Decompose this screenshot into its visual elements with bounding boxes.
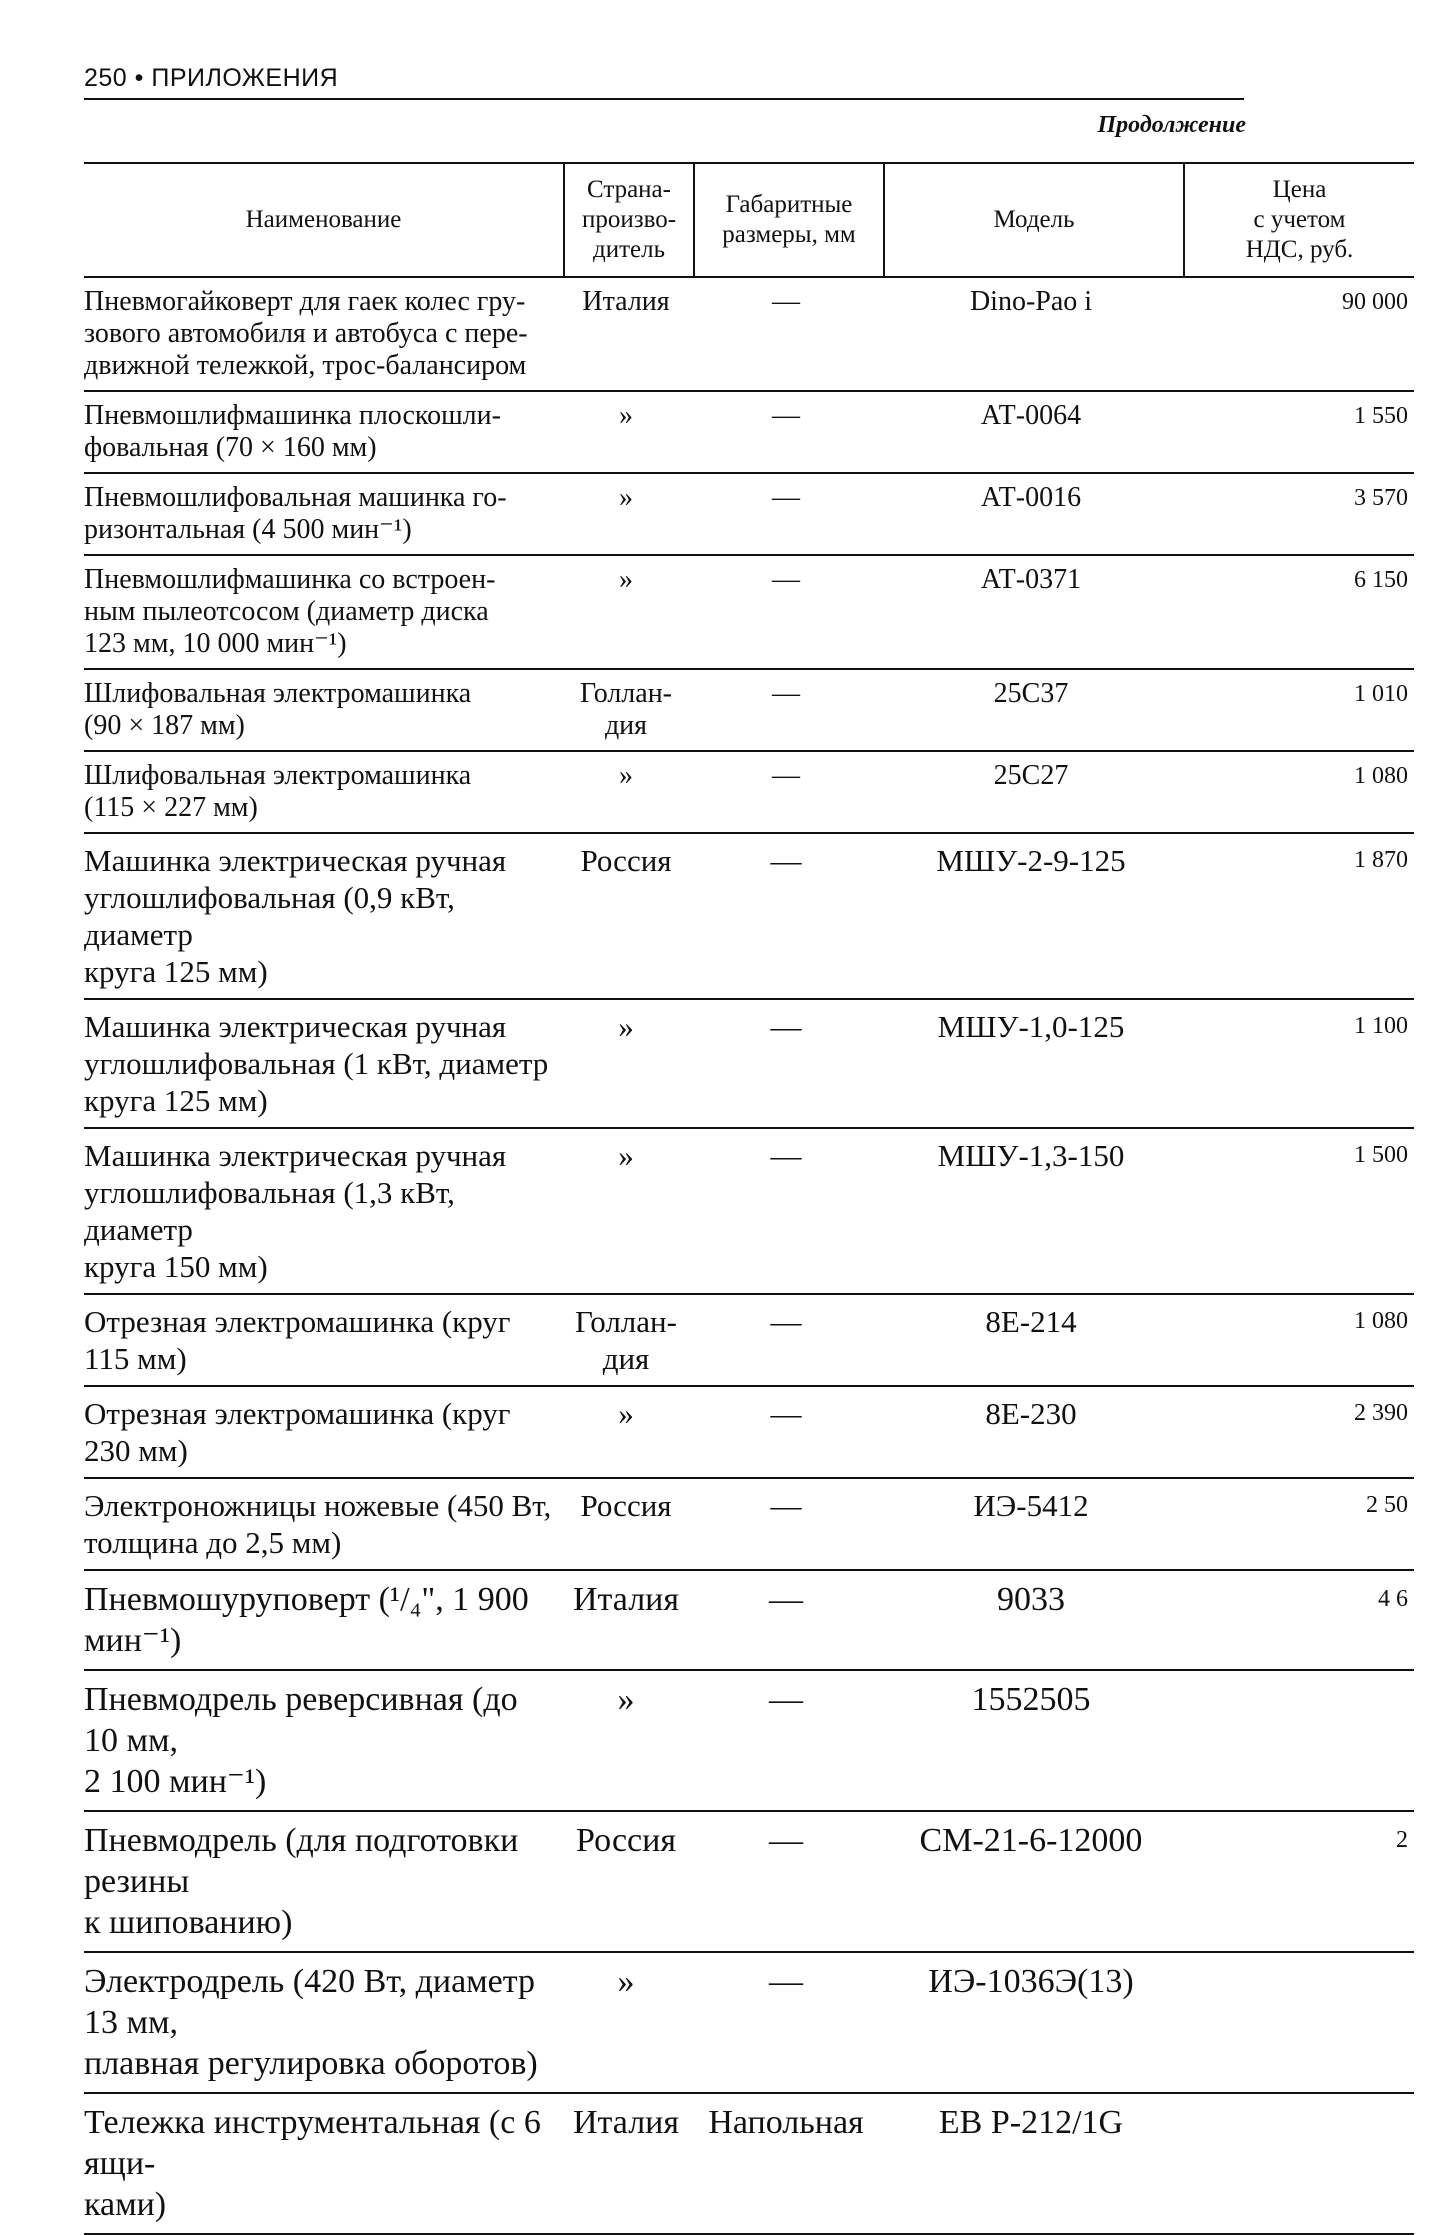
table-row <box>84 1294 1414 1386</box>
page-number: 250 <box>84 64 128 92</box>
row-country: » <box>564 751 694 833</box>
row-name: Пневмогайковерт для гаек колес гру- зового автомобиля и автобуса с пере- движной тележкой, трос-балансиром <box>84 277 564 391</box>
row-name: Отрезная электромашинка (круг 230 мм) <box>84 1386 564 1478</box>
row-price <box>1184 1952 1414 2093</box>
row-price: 1 870 <box>1184 833 1414 999</box>
col-header-name-text: Наименование <box>245 206 402 233</box>
col-header-name <box>84 163 564 277</box>
row-dimensions: Напольная <box>694 2093 884 2234</box>
col-header-dimensions-text: Габаритные размеры, мм <box>722 191 856 248</box>
row-price: 4 6 <box>1184 1570 1414 1670</box>
row-name: Электроножницы ножевые (450 Вт, толщина до 2,5 мм) <box>84 1478 564 1570</box>
row-price: 2 50 <box>1184 1478 1414 1570</box>
row-price: 90 000 <box>1184 277 1414 391</box>
row-name: Машинка электрическая ручная углошлифовальная (1 кВт, диаметр круга 125 мм) <box>84 999 564 1128</box>
row-model: 8Е-214 <box>884 1294 1184 1386</box>
col-header-dimensions <box>694 163 884 277</box>
table-row <box>84 1670 1414 1811</box>
row-dimensions: — <box>694 751 884 833</box>
row-dimensions: — <box>694 555 884 669</box>
row-country: » <box>564 391 694 473</box>
row-price: 2 <box>1184 1811 1414 1952</box>
row-price: 3 570 <box>1184 473 1414 555</box>
row-price: 1 080 <box>1184 751 1414 833</box>
col-header-country <box>564 163 694 277</box>
row-name: Тележка инструментальная (с 6 ящи- ками) <box>84 2093 564 2234</box>
header-rule <box>84 98 1244 100</box>
table-row <box>84 751 1414 833</box>
continuation-label: Продолжение <box>1097 112 1246 138</box>
col-header-model <box>884 163 1184 277</box>
row-country: » <box>564 1386 694 1478</box>
row-model: АТ-0371 <box>884 555 1184 669</box>
table-body <box>84 277 1414 2234</box>
row-price: 1 550 <box>1184 391 1414 473</box>
table-header <box>84 163 1414 277</box>
row-country: Россия <box>564 1478 694 1570</box>
row-country: » <box>564 1952 694 2093</box>
table-row <box>84 1570 1414 1670</box>
row-country: Россия <box>564 833 694 999</box>
row-dimensions: — <box>694 1294 884 1386</box>
section-title: ПРИЛОЖЕНИЯ <box>151 64 339 92</box>
row-name: Пневмошлифмашинка плоскошли- фовальная (70 × 160 мм) <box>84 391 564 473</box>
equipment-price-table <box>84 162 1414 2235</box>
row-price <box>1184 1670 1414 1811</box>
row-model: 25С37 <box>884 669 1184 751</box>
table-row <box>84 1811 1414 1952</box>
row-price: 2 390 <box>1184 1386 1414 1478</box>
row-model: 25С27 <box>884 751 1184 833</box>
row-price: 1 010 <box>1184 669 1414 751</box>
row-model: 8Е-230 <box>884 1386 1184 1478</box>
row-country: Италия <box>564 1570 694 1670</box>
row-dimensions: — <box>694 1128 884 1294</box>
row-dimensions: — <box>694 473 884 555</box>
table-row <box>84 1386 1414 1478</box>
row-model: ИЭ-5412 <box>884 1478 1184 1570</box>
row-model: Dino-Pao i <box>884 277 1184 391</box>
row-name: Пневмодрель (для подготовки резины к шипованию) <box>84 1811 564 1952</box>
row-model: АТ-0064 <box>884 391 1184 473</box>
row-price: 1 500 <box>1184 1128 1414 1294</box>
table-row <box>84 833 1414 999</box>
row-country: » <box>564 473 694 555</box>
table-row <box>84 555 1414 669</box>
table-row <box>84 277 1414 391</box>
row-name: Пневмошлифовальная машинка го- ризонтальная (4 500 мин⁻¹) <box>84 473 564 555</box>
row-name: Машинка электрическая ручная углошлифовальная (0,9 кВт, диаметр круга 125 мм) <box>84 833 564 999</box>
row-dimensions: — <box>694 669 884 751</box>
row-dimensions: — <box>694 1811 884 1952</box>
row-name: Шлифовальная электромашинка (115 × 227 мм) <box>84 751 564 833</box>
row-model: 1552505 <box>884 1670 1184 1811</box>
row-country: » <box>564 999 694 1128</box>
row-model: АТ-0016 <box>884 473 1184 555</box>
row-dimensions: — <box>694 1570 884 1670</box>
row-model: МШУ-1,3-150 <box>884 1128 1184 1294</box>
header-separator: • <box>134 64 144 92</box>
header-row <box>84 163 1414 277</box>
row-model: МШУ-2-9-125 <box>884 833 1184 999</box>
row-model: МШУ-1,0-125 <box>884 999 1184 1128</box>
row-country: Россия <box>564 1811 694 1952</box>
row-name: Отрезная электромашинка (круг 115 мм) <box>84 1294 564 1386</box>
table-row <box>84 669 1414 751</box>
row-dimensions: — <box>694 277 884 391</box>
row-country: Италия <box>564 2093 694 2234</box>
col-header-price <box>1184 163 1414 277</box>
row-dimensions: — <box>694 1386 884 1478</box>
row-price: 1 080 <box>1184 1294 1414 1386</box>
table-row <box>84 2093 1414 2234</box>
table-row <box>84 1952 1414 2093</box>
row-dimensions: — <box>694 833 884 999</box>
page-header <box>84 64 1244 93</box>
row-model: СМ-21-6-12000 <box>884 1811 1184 1952</box>
col-header-country-text: Страна- произво- дитель <box>581 176 677 263</box>
row-country: Италия <box>564 277 694 391</box>
table-row <box>84 999 1414 1128</box>
row-price: 6 150 <box>1184 555 1414 669</box>
row-dimensions: — <box>694 391 884 473</box>
row-name: Электродрель (420 Вт, диаметр 13 мм, плавная регулировка оборотов) <box>84 1952 564 2093</box>
row-dimensions: — <box>694 1670 884 1811</box>
row-price <box>1184 2093 1414 2234</box>
table-row <box>84 1478 1414 1570</box>
row-name: Шлифовальная электромашинка (90 × 187 мм) <box>84 669 564 751</box>
row-name: Пневмошлифмашинка со встроен- ным пылеотсосом (диаметр диска 123 мм, 10 000 мин⁻¹) <box>84 555 564 669</box>
row-dimensions: — <box>694 1952 884 2093</box>
row-dimensions: — <box>694 999 884 1128</box>
row-model: ИЭ-1036Э(13) <box>884 1952 1184 2093</box>
row-name: Машинка электрическая ручная углошлифовальная (1,3 кВт, диаметр круга 150 мм) <box>84 1128 564 1294</box>
row-country: Голлан- дия <box>564 1294 694 1386</box>
row-model: ЕВ Р-212/1G <box>884 2093 1184 2234</box>
row-country: » <box>564 1128 694 1294</box>
row-name: Пневмошуруповерт (¹/₄", 1 900 мин⁻¹) <box>84 1570 564 1670</box>
col-header-price-text: Цена с учетом НДС, руб. <box>1245 176 1354 263</box>
row-model: 9033 <box>884 1570 1184 1670</box>
col-header-model-text: Модель <box>993 206 1075 233</box>
table-row <box>84 391 1414 473</box>
table-row <box>84 1128 1414 1294</box>
table-row <box>84 473 1414 555</box>
row-country: » <box>564 555 694 669</box>
row-price: 1 100 <box>1184 999 1414 1128</box>
row-country: Голлан- дия <box>564 669 694 751</box>
row-dimensions: — <box>694 1478 884 1570</box>
row-name: Пневмодрель реверсивная (до 10 мм, 2 100 мин⁻¹) <box>84 1670 564 1811</box>
row-country: » <box>564 1670 694 1811</box>
